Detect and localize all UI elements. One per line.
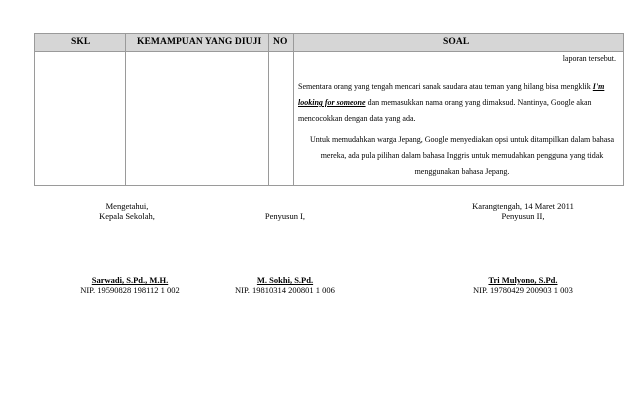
header-kemampuan: KEMAMPUAN YANG DIUJI — [137, 37, 262, 47]
sig-right-line1: Karangtengah, 14 Maret 2011 — [472, 201, 574, 211]
soal-continued-text: laporan tersebut. — [562, 54, 616, 63]
sig-right-line2: Penyusun II, — [501, 211, 545, 221]
column-divider — [125, 34, 126, 185]
signature-right — [460, 201, 586, 221]
header-skl: SKL — [71, 37, 91, 47]
sig-left-line2: Kepala Sekolah, — [99, 211, 155, 221]
column-divider — [268, 34, 269, 185]
signature-left-name-block — [62, 275, 198, 295]
sig-right-nip: NIP. 19780429 200903 1 003 — [473, 285, 573, 295]
emphasized-phrase: I'm looking for someone — [298, 82, 605, 107]
sig-middle-name: M. Sokhi, S.Pd. — [256, 275, 314, 285]
table-header-row — [35, 34, 623, 52]
soal-paragraph-2: Untuk memudahkan warga Jepang, Google menyediakan opsi untuk ditampilkan dalam bahasa mereka, ada pula pilihan dalam bahasa Inggris untuk memudahkan pengguna yang tidak menggunakan bahasa Jepang. — [310, 135, 614, 176]
signature-right-name-block — [460, 275, 586, 295]
signature-middle-name-block — [222, 275, 348, 295]
signature-middle — [222, 211, 348, 221]
sig-middle-line2: Penyusun I, — [264, 211, 306, 221]
sig-right-name: Tri Mulyono, S.Pd. — [488, 275, 558, 285]
sig-left-name: Sarwadi, S.Pd., M.H. — [91, 275, 169, 285]
sig-middle-nip: NIP. 19810314 200801 1 006 — [235, 285, 335, 295]
sig-left-line1: Mengetahui, — [105, 201, 149, 211]
question-table — [34, 33, 624, 186]
signature-left — [62, 201, 192, 221]
header-soal: SOAL — [443, 37, 470, 47]
soal-paragraph-1: Sementara orang yang tengah mencari sanak saudara atau teman yang hilang bisa mengklik I'm looking for someone dan memasukkan nama orang yang dimaksud. Nantinya, Google akan mencocokkan dengan data yang ada. — [298, 82, 605, 123]
column-divider — [293, 34, 294, 185]
sig-left-nip: NIP. 19590828 198112 1 002 — [80, 285, 180, 295]
header-no: NO — [273, 37, 288, 47]
